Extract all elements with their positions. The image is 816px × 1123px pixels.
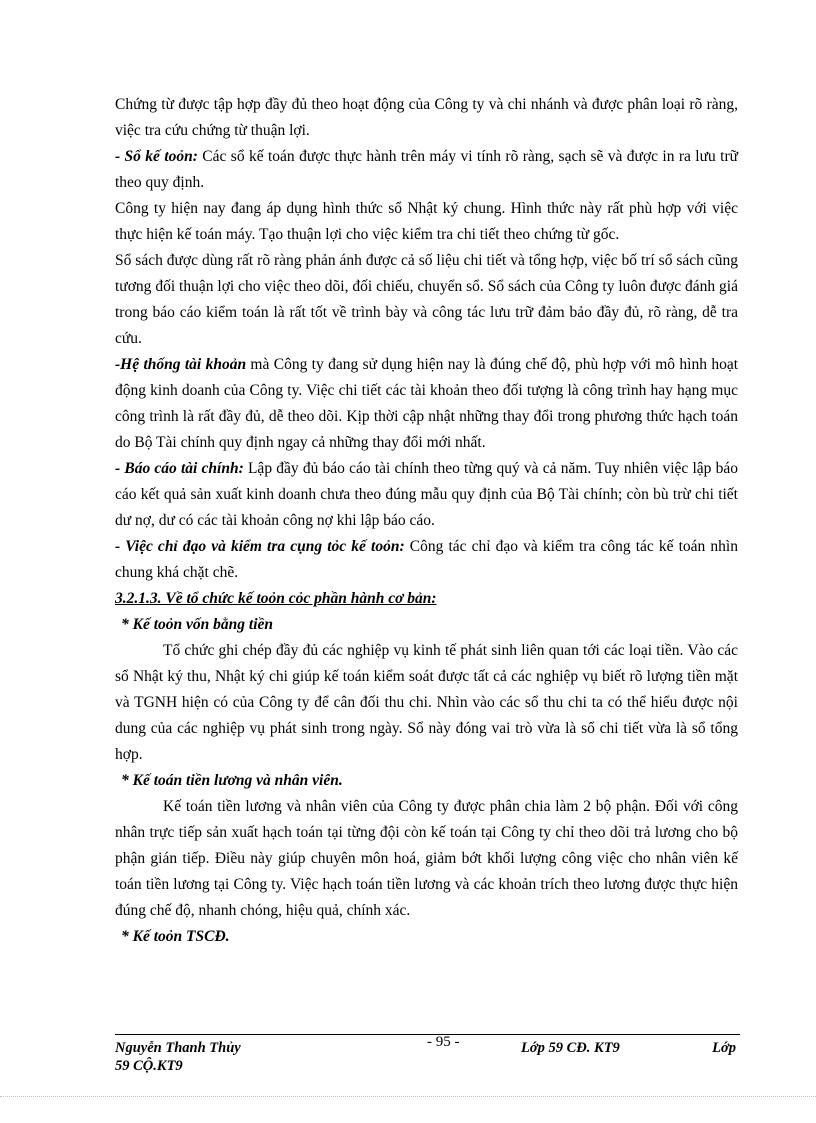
accounts-text: mà Công ty đang sử dụng hiện nay là đúng chế độ, phù hợp với mô hình hoạt động kinh doanh của Công ty. Việc chi tiết các tài khoản theo đối tượng là công trình hay hạng mục công trình là rất đầy đủ, dễ theo dõi. Kịp thời cập nhật những thay đổi trong phương thức hạch toán do Bộ Tài chính quy định ngay cả những thay đổi mới nhất.: [115, 356, 739, 451]
footer-author: Nguyễn Thanh Thủy: [115, 1040, 241, 1056]
financial-reports-label: - Báo cáo tài chính:: [115, 460, 244, 477]
paragraph-salary: Kế toán tiền lương và nhân viên của Công ty được phân chia làm 2 bộ phận. Đối với công nhân trực tiếp sản xuất hạch toán tại từng đội còn kế toán tại Công ty chỉ theo dõi trả lương cho bộ phận gián tiếp. Điều này giúp chuyên môn hoá, giảm bớt khối lượng công việc cho nhân viên kế toán tiền lương tại Công ty. Việc hạch toán tiền lương và các khoản trích theo lương được thực hiện đúng chế độ, nhanh chóng, hiệu quả, chính xác.: [115, 798, 738, 919]
subheading-salary: * Kế toán tiền lương và nhân viên.: [121, 772, 343, 789]
paragraph-financial-reports: [115, 456, 738, 534]
footer-class: Lớp 59 CĐ. KT9: [521, 1040, 620, 1056]
footer-lip: Lớp: [712, 1040, 736, 1056]
footer-page-number: - 95 -: [427, 1034, 460, 1050]
subheading-fixed-assets: * Kế toỏn TSCĐ.: [121, 928, 230, 945]
document-body: [115, 92, 738, 950]
paragraph-direction: [115, 534, 738, 586]
financial-reports-text: Lập đầy đủ báo cáo tài chính theo từng quý và cả năm. Tuy nhiên việc lập báo cáo kết quả sản xuất kinh doanh chưa theo đúng mẫu quy định của Bộ Tài chính; còn bù trừ chi tiết dư nợ, dư có các tài khoản công nợ khi lập báo cáo.: [115, 460, 738, 529]
subheading-cash: * Kế toỏn vốn bằng tiền: [121, 616, 274, 633]
ledgers-label: - Sổ kế toỏn:: [115, 148, 198, 165]
paragraph-journal-form: Công ty hiện nay đang áp dụng hình thức sổ Nhật ký chung. Hình thức này rất phù hợp với việc thực hiện kế toán máy. Tạo thuận lợi cho việc kiểm tra chi tiết theo chứng từ gốc.: [115, 200, 738, 243]
page-bottom-border: [0, 1096, 816, 1097]
direction-label: - Việc chỉ đạo và kiểm tra cụng tỏc kế toỏn:: [115, 538, 405, 555]
footer-class-line2: 59 CỘ.KT9: [115, 1058, 183, 1074]
paragraph-ledgers: [115, 144, 738, 196]
accounts-label: -Hệ thống tài khoản: [115, 356, 247, 373]
direction-text: Công tác chỉ đạo và kiểm tra công tác kế toán nhìn chung khá chặt chẽ.: [115, 538, 738, 581]
paragraph-cash: Tổ chức ghi chép đầy đủ các nghiệp vụ kinh tế phát sinh liên quan tới các loại tiền. Vào các sổ Nhật ký thu, Nhật ký chi giúp kế toán kiểm soát được tất cả các nghiệp vụ biết rõ lượng tiền mặt và TGNH hiện có của Công ty để cân đối thu chi. Nhìn vào các sổ thu chi ta có thể hiểu được nội dung của các nghiệp vụ phát sinh trong ngày. Sổ này đóng vai trò vừa là sổ chi tiết vừa là sổ tổng hợp.: [115, 642, 738, 763]
page-footer: [115, 1034, 740, 1078]
paragraph-books: Sổ sách được dùng rất rõ ràng phản ánh được cả số liệu chi tiết và tổng hợp, việc bố trí sổ sách cũng tương đối thuận lợi cho việc theo dõi, đối chiếu, chuyển sổ. Sổ sách của Công ty luôn được đánh giá trong báo cáo kiểm toán là rất tốt về trình bày và công tác lưu trữ đảm bảo đầy đủ, rõ ràng, dễ tra cứu.: [115, 252, 738, 347]
ledgers-text: Các sổ kế toán được thực hành trên máy vi tính rõ ràng, sạch sẽ và được in ra lưu trữ theo quy định.: [115, 148, 739, 191]
paragraph-accounts: [115, 352, 738, 456]
paragraph-documents: Chứng từ được tập hợp đầy đủ theo hoạt động của Công ty và chi nhánh và được phân loại rõ ràng, việc tra cứu chứng từ thuận lợi.: [115, 96, 738, 139]
section-heading: 3.2.1.3. Về tổ chức kế toỏn cỏc phần hành cơ bản:: [115, 590, 437, 607]
